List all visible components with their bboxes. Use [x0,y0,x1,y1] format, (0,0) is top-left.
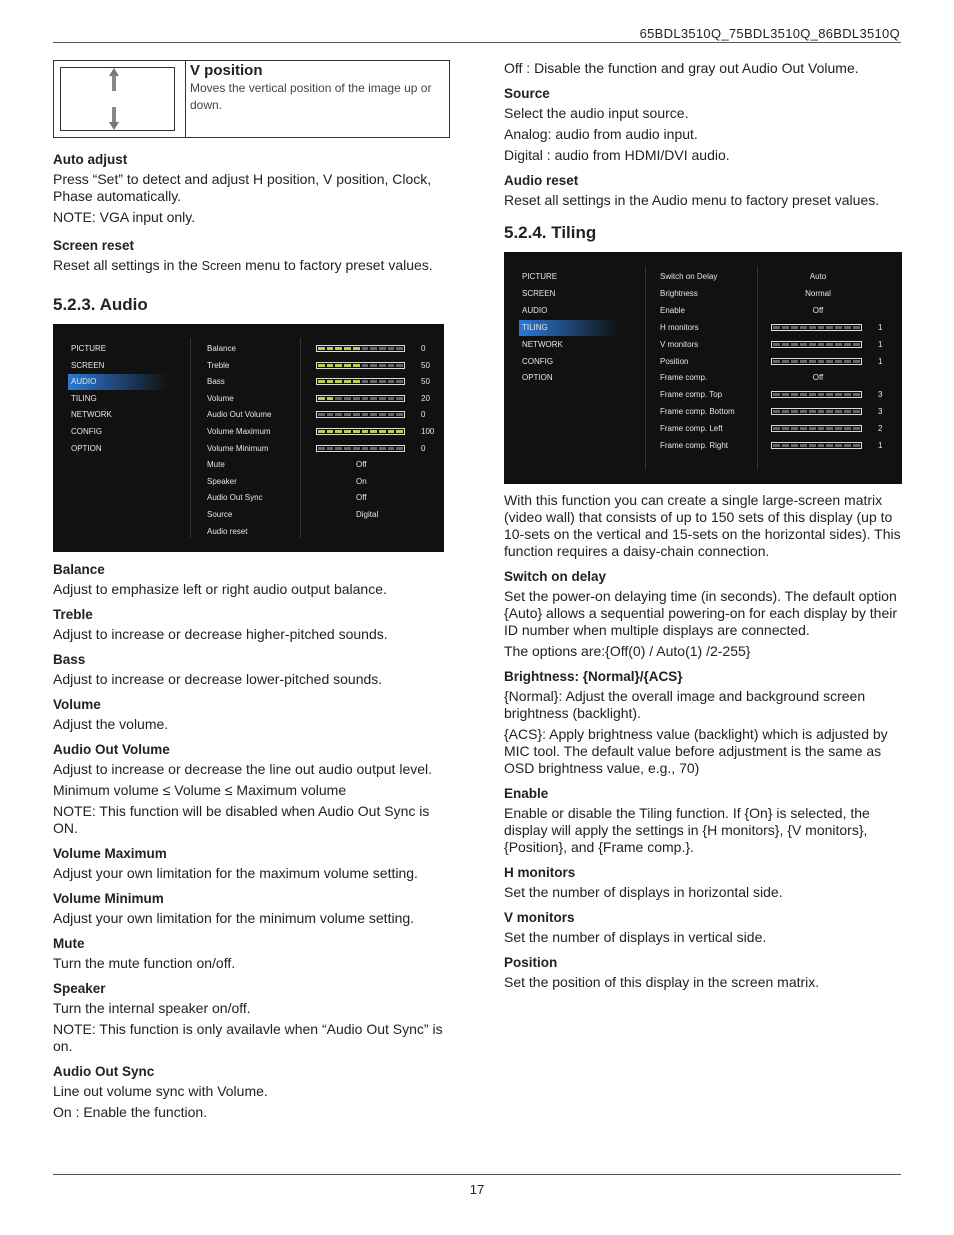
audio-item-heading: Treble [53,607,93,622]
osd-level-bar [771,358,862,365]
switch-on-delay-text: Set the power-on delaying time (in seconds). The default option {Auto} allows a sequential powering-on for each display by their ID number when multiple displays are connected. [504,588,898,638]
osd-setting-label: Audio reset [207,526,248,536]
audio-item-text: Adjust your own limitation for the minimum volume setting. [53,910,415,926]
audio-item-text: NOTE: This function will be disabled when Audio Out Sync is ON. [53,803,430,836]
tiling-section-title: 5.2.4. Tiling [504,223,597,242]
osd-level-value: 0 [421,410,426,420]
osd-menu-item: PICTURE [522,272,558,281]
audio-item-text: Minimum volume ≤ Volume ≤ Maximum volume [53,782,347,798]
osd-level-value: 20 [421,393,430,403]
osd-setting-label: Frame comp. Bottom [660,407,735,417]
osd-level-bar [316,395,405,402]
osd-level-bar [771,425,862,432]
osd-setting-label: Audio Out Volume [207,410,272,420]
osd-level-value: 3 [878,390,883,400]
audio-item-text: Adjust the volume. [53,716,169,732]
osd-option-value: Off [812,305,824,315]
source-heading: Source [504,86,550,101]
audio-item-text: Turn the mute function on/off. [53,955,236,971]
osd-level-value: 2 [878,424,883,434]
v-position-title: V position [190,62,263,79]
osd-level-value: 0 [421,443,426,453]
v-position-text [186,61,449,137]
on-keyword: On [749,805,768,821]
osd-option-value: On [356,476,367,486]
source-text-2: Analog: audio from audio input. [504,126,698,142]
audio-reset-post: menu to factory preset values. [687,192,880,208]
osd-level-value: 3 [878,407,883,417]
enable-heading: Enable [504,786,549,801]
screen-reset-text [53,257,453,275]
enable-part: }. [685,839,694,855]
osd-setting-label: Frame comp. Right [660,441,729,450]
osd-menu-item: AUDIO [522,305,548,315]
osd-setting-label: Frame comp. Top [660,390,723,400]
osd-setting-label: Frame comp. [660,373,708,383]
right-column [504,60,901,995]
osd-level-value: 50 [421,377,430,387]
audio-item-heading: Bass [53,652,86,667]
page-number: 17 [469,1182,485,1197]
osd-option-value: Auto [809,272,827,281]
osd-level-bar [316,445,405,452]
osd-setting-label: Enable [660,305,685,315]
osd-setting-label: Brightness [660,288,698,298]
osd-divider [757,266,758,470]
enable-text [504,805,901,856]
v-position-desc: Moves the vertical position of the image up or down. [190,81,432,112]
osd-level-value: 1 [878,356,883,366]
screen-keyword: Screen [201,259,242,273]
osd-level-value: 50 [421,360,430,370]
osd-setting-label: Volume Maximum [207,427,271,436]
osd-setting-label: Source [207,510,233,519]
screen-reset-heading: Screen reset [53,238,135,253]
osd-level-bar [771,408,862,415]
audio-item-heading: Audio Out Volume [53,742,170,757]
osd-level-bar [771,341,862,348]
osd-setting-label: V monitors [660,339,699,349]
osd-level-bar [316,378,405,385]
osd-menu-item: NETWORK [522,339,563,349]
audio-item-heading: Speaker [53,981,106,996]
switch-on-delay-heading: Switch on delay [504,569,607,584]
enable-part: } is selected, the display will apply the settings in { [504,805,870,838]
arrow-up-shaft [112,75,116,91]
osd-setting-label: Audio Out Sync [207,493,263,503]
audio-item-text: Line out volume sync with Volume. [53,1083,268,1099]
h-monitors-heading: H monitors [504,865,576,880]
osd-setting-label: Treble [207,360,230,370]
position-text: Set the position of this display in the screen matrix. [504,974,820,990]
enable-part: }, { [774,822,792,838]
brightness-normal-text: {Normal}: Adjust the overall image and background screen brightness (backlight). [504,688,866,721]
osd-setting-label: Position [660,356,689,366]
audio-keyword: Audio [651,192,688,208]
osd-menu-item: NETWORK [71,410,112,420]
arrow-down-icon [109,122,119,130]
brightness-heading: Brightness: {Normal}/{ACS} [504,669,683,684]
osd-menu-item: SCREEN [522,288,556,298]
left-column [53,60,453,1125]
auto-adjust-text: Press “Set” to detect and adjust H position, V position, Clock, Phase automatically. [53,171,432,204]
osd-level-value: 1 [878,441,883,450]
audio-item-list [53,562,453,1121]
h-monitors-keyword: H monitors [707,822,775,838]
audio-item-heading: Balance [53,562,105,577]
audio-item-text: On : Enable the function. [53,1104,208,1120]
audio-item-text: Adjust to increase or decrease lower-pitched sounds. [53,671,383,687]
frame-comp-keyword: Frame comp. [602,839,686,855]
h-monitors-text: Set the number of displays in horizontal side. [504,884,783,900]
v-monitors-text: Set the number of displays in vertical side. [504,929,767,945]
audio-reset-text [504,192,901,209]
arrow-down-shaft [112,107,116,123]
osd-divider [300,338,301,538]
osd-level-bar [316,362,405,369]
auto-adjust-heading: Auto adjust [53,152,128,167]
osd-divider [190,338,191,538]
tiling-osd-screenshot [504,252,902,484]
audio-item-heading: Volume Minimum [53,891,164,906]
audio-item-heading: Audio Out Sync [53,1064,155,1079]
osd-level-value: 100 [421,427,435,436]
screen-reset-post: menu to factory preset values. [241,257,433,273]
osd-setting-label: Mute [207,460,225,470]
osd-level-bar [316,345,405,352]
osd-level-bar [771,324,862,331]
osd-menu-item: CONFIG [71,427,103,436]
osd-menu-item: TILING [71,393,97,403]
osd-menu-item: OPTION [71,443,102,453]
osd-level-bar [316,428,405,435]
osd-setting-label: Volume Minimum [207,443,269,453]
osd-level-value: 1 [878,322,883,332]
audio-section-title: 5.2.3. Audio [53,295,148,314]
osd-level-value: 1 [878,339,883,349]
source-text-3: Digital : audio from HDMI/DVI audio. [504,147,730,163]
enable-part: Enable or disable the Tiling function. If { [504,805,750,821]
osd-menu-item: TILING [519,320,619,336]
position-keyword: Position [508,839,559,855]
switch-on-delay-options: The options are:{Off(0) / Auto(1) /2-255} [504,643,751,659]
osd-option-value: Digital [356,510,379,519]
audio-osd-screenshot [53,324,444,552]
v-position-figure [54,61,186,137]
v-monitors-keyword: V monitors [791,822,859,838]
audio-out-sync-off-text: Off : Disable the function and gray out Audio Out Volume. [504,60,859,76]
audio-item-heading: Volume [53,697,101,712]
osd-setting-label: Volume [207,393,234,403]
osd-divider [645,266,646,470]
osd-option-value: Off [356,493,367,503]
enable-part: }, { [504,822,868,855]
osd-level-bar [771,391,862,398]
osd-menu-item: SCREEN [71,360,105,370]
osd-option-value: Normal [805,288,831,298]
model-header: 65BDL3510Q_75BDL3510Q_86BDL3510Q [639,26,900,41]
tiling-intro: With this function you can create a single large-screen matrix (video wall) that consists of up to 150 sets of this display (up to 10-sets on the vertical and 15-sets on the horizontal sides). This function requires a daisy-chain connection. [504,492,901,559]
enable-part: }, and { [558,839,603,855]
position-heading: Position [504,955,558,970]
audio-reset-pre: Reset all settings in the [504,192,652,208]
auto-adjust-note: NOTE: VGA input only. [53,209,196,225]
osd-option-value: Off [356,460,367,470]
osd-menu-item: OPTION [522,373,553,383]
audio-item-text: Adjust to increase or decrease higher-pitched sounds. [53,626,388,642]
osd-menu-item: PICTURE [71,344,107,353]
osd-setting-label: Balance [207,344,236,353]
audio-item-heading: Volume Maximum [53,846,167,861]
v-monitors-heading: V monitors [504,910,575,925]
audio-item-heading: Mute [53,936,85,951]
audio-item-text: NOTE: This function is only availavle when “Audio Out Sync” is on. [53,1021,443,1054]
osd-menu-item: CONFIG [522,356,554,366]
osd-menu-item: AUDIO [68,374,168,390]
v-position-table [53,60,450,138]
footer-rule [53,1174,901,1175]
audio-item-text: Adjust to emphasize left or right audio output balance. [53,581,387,597]
osd-option-value: Off [812,373,824,383]
osd-level-bar [771,442,862,449]
audio-item-text: Turn the internal speaker on/off. [53,1000,251,1016]
brightness-acs-text: {ACS}: Apply brightness value (backlight) which is adjusted by MIC tool. The default value before adjustment is the same as OSD brightness value, e.g., 70) [504,726,888,776]
audio-reset-heading: Audio reset [504,173,579,188]
osd-setting-label: Speaker [207,476,237,486]
audio-item-text: Adjust to increase or decrease the line out audio output level. [53,761,433,777]
header-rule [53,42,901,43]
osd-setting-label: Switch on Delay [660,272,718,281]
osd-setting-label: Bass [207,377,225,387]
osd-level-bar [316,411,405,418]
screen-reset-pre: Reset all settings in the [53,257,202,273]
audio-item-text: Adjust your own limitation for the maximum volume setting. [53,865,418,881]
osd-setting-label: Frame comp. Left [660,424,723,434]
osd-level-value: 0 [421,344,426,353]
source-text-1: Select the audio input source. [504,105,689,121]
osd-setting-label: H monitors [660,322,699,332]
